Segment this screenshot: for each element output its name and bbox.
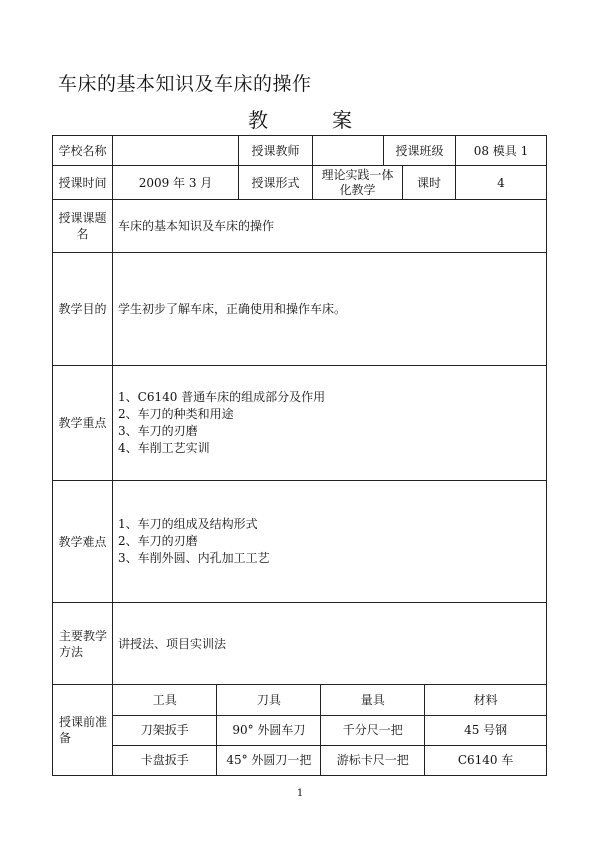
school-value xyxy=(113,136,239,166)
difficulties-label: 教学难点 xyxy=(53,481,113,603)
preparation-cell-value: 卡盘扳手 xyxy=(140,753,189,768)
time-value: 2009 年 3 月 xyxy=(113,166,239,200)
key-point-item: 4、车削工艺实训 xyxy=(118,441,210,455)
preparation-header: 工具 xyxy=(113,685,217,715)
preparation-cell-value: 游标卡尺一把 xyxy=(321,745,425,775)
hours-label: 课时 xyxy=(402,166,455,199)
key-points-list xyxy=(113,366,547,481)
preparation-cell-value: 千分尺一把 xyxy=(321,715,425,745)
methods-row xyxy=(53,603,547,685)
form-cell xyxy=(313,166,456,200)
preparation-label: 授课前准备 xyxy=(53,685,113,776)
preparation-row-2 xyxy=(113,745,546,775)
difficulty-item: 1、车刀的组成及结构形式 xyxy=(118,517,258,531)
topic-row xyxy=(53,200,547,253)
key-points-label: 教学重点 xyxy=(53,366,113,481)
teacher-value xyxy=(313,136,384,166)
preparation-cell-value: 90° 外圆车刀 xyxy=(217,715,321,745)
time-label: 授课时间 xyxy=(53,166,113,200)
objective-value: 学生初步了解车床，正确使用和操作车床。 xyxy=(113,253,547,366)
preparation-cell-value: C6140 车 xyxy=(425,745,546,775)
preparation-header: 材料 xyxy=(425,685,546,715)
key-point-item: 3、车刀的刃磨 xyxy=(118,424,198,438)
preparation-row-1 xyxy=(113,715,546,745)
key-point-item: 2、车刀的种类和用途 xyxy=(118,407,234,421)
preparation-header: 量具 xyxy=(321,685,425,715)
teacher-label: 授课教师 xyxy=(239,136,313,166)
preparation-header-row xyxy=(113,685,546,715)
methods-value: 讲授法、项目实训法 xyxy=(113,603,547,685)
objective-label: 教学目的 xyxy=(53,253,113,366)
key-points-row xyxy=(53,366,547,481)
difficulty-item: 3、车削外圆、内孔加工工艺 xyxy=(118,551,270,565)
preparation-cell-value: 刀架扳手 xyxy=(113,715,217,745)
difficulty-item: 2、车刀的刃磨 xyxy=(118,534,198,548)
objective-row xyxy=(53,253,547,366)
preparation-cell-value: 45° 外圆刀一把 xyxy=(217,745,321,775)
methods-label: 主要教学方法 xyxy=(53,603,113,685)
preparation-header: 刀具 xyxy=(217,685,321,715)
form-label: 授课形式 xyxy=(239,166,313,200)
form-value: 理论实践一体化教学 xyxy=(321,167,394,197)
preparation-row xyxy=(53,685,547,776)
header-row-1 xyxy=(53,136,547,166)
class-label: 授课班级 xyxy=(384,136,456,166)
key-point-item: 1、C6140 普通车床的组成部分及作用 xyxy=(118,390,326,404)
preparation-cell-value: 45 号钢 xyxy=(425,715,546,745)
preparation-cell xyxy=(113,685,547,776)
lesson-plan-table xyxy=(52,135,547,776)
difficulties-row xyxy=(53,481,547,603)
school-label: 学校名称 xyxy=(53,136,113,166)
page-number: 1 xyxy=(296,788,304,799)
document-title: 车床的基本知识及车床的操作 xyxy=(58,73,312,95)
topic-label: 授课课题名 xyxy=(53,200,113,253)
difficulties-list xyxy=(113,481,547,603)
preparation-table xyxy=(113,685,546,775)
class-value: 08 模具 1 xyxy=(456,136,547,166)
hours-value: 4 xyxy=(456,166,547,200)
header-row-2 xyxy=(53,166,547,200)
lesson-plan-heading: 教 案 xyxy=(248,108,374,132)
topic-value: 车床的基本知识及车床的操作 xyxy=(113,200,547,253)
